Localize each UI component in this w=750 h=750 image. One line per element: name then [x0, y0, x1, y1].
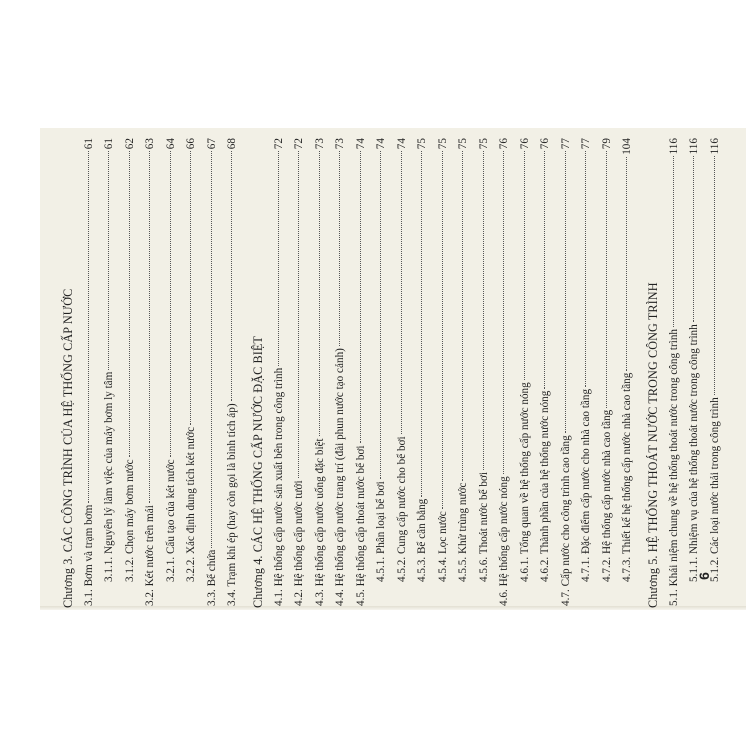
toc-entry-title: 4.1. Hệ thống cấp nước sản xuất bên trong công trình	[272, 367, 285, 606]
toc-entry-page: 74	[375, 138, 388, 150]
toc-entry-page: 75	[416, 138, 429, 150]
toc-entry-page: 74	[354, 138, 367, 150]
dot-leader	[585, 151, 586, 387]
toc-entry-title: 3.4. Trạm khí ép (hay còn gọi là bình tích áp)	[226, 403, 238, 606]
dot-leader	[565, 151, 566, 433]
toc-entry	[161, 138, 182, 608]
toc-entry	[181, 138, 202, 608]
toc-entry-page: 116	[688, 138, 701, 155]
dot-leader	[606, 151, 607, 408]
toc-entry-page: 64	[164, 138, 177, 150]
toc-entry	[289, 138, 310, 608]
toc-entry-title: 3.2. Két nước trên mái	[144, 505, 156, 606]
toc-entry	[412, 138, 433, 608]
toc-entry	[99, 138, 120, 608]
dot-leader	[421, 151, 422, 497]
toc-entry-title: 3.1. Bơm và trạm bơm	[82, 504, 95, 606]
dot-leader	[503, 151, 504, 474]
toc-entry-page: 68	[226, 138, 238, 150]
toc-entry	[556, 138, 577, 608]
toc-entry-title: 4.3. Hệ thống cấp nước uống đặc biệt	[313, 438, 326, 606]
toc-entry	[535, 138, 556, 608]
dot-leader	[170, 151, 171, 457]
toc-entry-page: 77	[559, 138, 572, 150]
toc-entry	[453, 138, 474, 608]
toc-entry	[617, 138, 638, 608]
toc-entry-page: 66	[185, 138, 197, 150]
toc-entry	[351, 138, 372, 608]
toc-entry	[140, 138, 161, 608]
toc-entry-title: 4.7. Cấp nước cho công trình cao tầng	[559, 435, 572, 606]
toc-entry-title: 4.5.2. Cung cấp nước cho bể bơi	[395, 436, 408, 582]
toc-entry-page: 61	[103, 138, 115, 150]
dot-leader	[442, 151, 443, 509]
toc-entry-page: 79	[600, 138, 613, 150]
toc-entry-title: 4.6.1. Tổng quan về hệ thống cấp nước nóng	[518, 382, 531, 582]
toc-entry-title: 4.7.2. Hệ thống cấp nước nhà cao tầng	[600, 409, 613, 582]
toc-entry-title: 3.2.2. Xác định dung tích két nước	[185, 426, 197, 582]
dot-leader	[401, 151, 402, 434]
dot-leader	[524, 151, 525, 380]
toc-entry-page: 74	[395, 138, 408, 150]
toc-entry	[433, 138, 454, 608]
dot-leader	[231, 151, 232, 401]
toc-entry-title: 4.6. Hệ thống cấp nước nóng	[498, 476, 511, 606]
toc-entry-page: 61	[82, 138, 95, 150]
toc-entry-page: 75	[436, 138, 449, 150]
toc-entry	[597, 138, 618, 608]
toc-entry	[269, 138, 290, 608]
toc-entry-page: 76	[539, 138, 552, 150]
toc-entry-title: 4.7.3. Thiết kế hệ thống cấp nước nhà cao tầng	[621, 372, 634, 582]
toc-entry-page: 72	[272, 138, 285, 150]
toc-entry-title: 4.5. Hệ thống cấp thoát nước bể bơi	[354, 445, 367, 606]
toc-entry-page: 67	[205, 138, 218, 150]
toc-entry-page: 76	[498, 138, 511, 150]
toc-entry-page: 77	[580, 138, 593, 150]
toc-entry	[576, 138, 597, 608]
toc-entry-title: 4.6.2. Thành phần của hệ thống nước nóng	[539, 390, 552, 582]
toc-entry-title: 4.7.1. Đặc điểm cấp nước cho nhà cao tầng	[580, 388, 593, 582]
page-number: 6	[695, 572, 712, 580]
toc-entry	[392, 138, 413, 608]
dot-leader	[88, 151, 89, 502]
dot-leader	[462, 151, 463, 480]
toc-entry-title: 4.5.6. Thoát nước bể bơi	[477, 472, 490, 582]
toc-entry	[664, 138, 685, 608]
chapter-heading: Chương 4. CÁC HỆ THỐNG CẤP NƯỚC ĐẶC BIỆT	[251, 336, 266, 608]
dot-leader	[278, 151, 279, 366]
toc-entry-title: 4.5.3. Bể cân bằng	[416, 498, 429, 582]
dot-leader	[339, 151, 340, 346]
toc-entry-title: 4.5.1. Phân loại bể bơi	[375, 481, 388, 582]
dot-leader	[108, 151, 109, 369]
toc-entry-page: 63	[144, 138, 156, 150]
toc-entry-title: 5.1.1. Nhiệm vụ của hệ thống thoát nước trong công trình	[688, 324, 701, 582]
toc-entry-title: 3.3. Bể chứa	[205, 549, 218, 606]
toc-entry	[120, 138, 141, 608]
toc-entry-page: 104	[621, 138, 634, 155]
toc-entry-page: 116	[667, 138, 680, 155]
dot-leader	[380, 151, 381, 479]
toc-entry-title: 5.1. Khái niệm chung về hệ thống thoát nước trong công trình	[667, 328, 680, 606]
toc-entry	[684, 138, 705, 608]
table-of-contents	[58, 138, 725, 608]
toc-entry	[310, 138, 331, 608]
toc-entry-title: 3.1.1. Nguyên lý làm việc của máy bơm ly tâm	[103, 371, 115, 582]
toc-entry-page: 116	[708, 138, 721, 155]
dot-leader	[626, 157, 627, 371]
toc-entry-page: 73	[334, 138, 347, 150]
chapter-heading: Chương 5. HỆ THỐNG THOÁT NƯỚC TRONG CÔNG TRÌNH	[646, 282, 661, 608]
dot-leader	[360, 151, 361, 443]
chapter-heading: Chương 3. CÁC CÔNG TRÌNH CỦA HỆ THỐNG CẤP NƯỚC	[61, 288, 75, 608]
dot-leader	[673, 156, 674, 327]
toc-entry-page: 75	[457, 138, 470, 150]
dot-leader	[211, 151, 212, 547]
dot-leader	[129, 151, 130, 457]
toc-entry-page: 76	[518, 138, 531, 150]
dot-leader	[190, 151, 191, 425]
toc-entry-title: 3.1.2. Chọn máy bơm nước	[123, 459, 136, 582]
dot-leader	[149, 151, 150, 503]
toc-entry	[222, 138, 243, 608]
toc-entry	[705, 138, 726, 608]
rotated-page-content	[58, 138, 730, 608]
toc-entry	[330, 138, 351, 608]
toc-entry-title: 5.1.2. Các loại nước thải trong công trình	[708, 397, 721, 582]
toc-entry	[515, 138, 536, 608]
dot-leader	[298, 151, 299, 478]
toc-entry-title: 4.5.5. Khử trùng nước	[457, 482, 470, 582]
toc-entry-title: 3.2.1. Cấu tạo của két nước	[164, 459, 177, 582]
toc-entry-page: 73	[313, 138, 326, 150]
toc-entry-page: 75	[477, 138, 490, 150]
toc-entry	[202, 138, 223, 608]
dot-leader	[693, 156, 694, 322]
toc-entry	[371, 138, 392, 608]
toc-entry-page: 72	[293, 138, 306, 150]
toc-entry-title: 4.4. Hệ thống cấp nước trang trí (đài phun nước tạo cảnh)	[334, 348, 347, 606]
toc-entry	[79, 138, 100, 608]
toc-entry	[474, 138, 495, 608]
dot-leader	[483, 151, 484, 470]
toc-entry-title: 4.2. Hệ thống cấp nước tưới	[293, 480, 306, 606]
toc-entry	[494, 138, 515, 608]
toc-entry-page: 62	[123, 138, 136, 150]
toc-entry-title: 4.5.4. Lọc nước	[436, 511, 449, 582]
dot-leader	[714, 156, 715, 395]
dot-leader	[544, 151, 545, 388]
dot-leader	[319, 151, 320, 436]
